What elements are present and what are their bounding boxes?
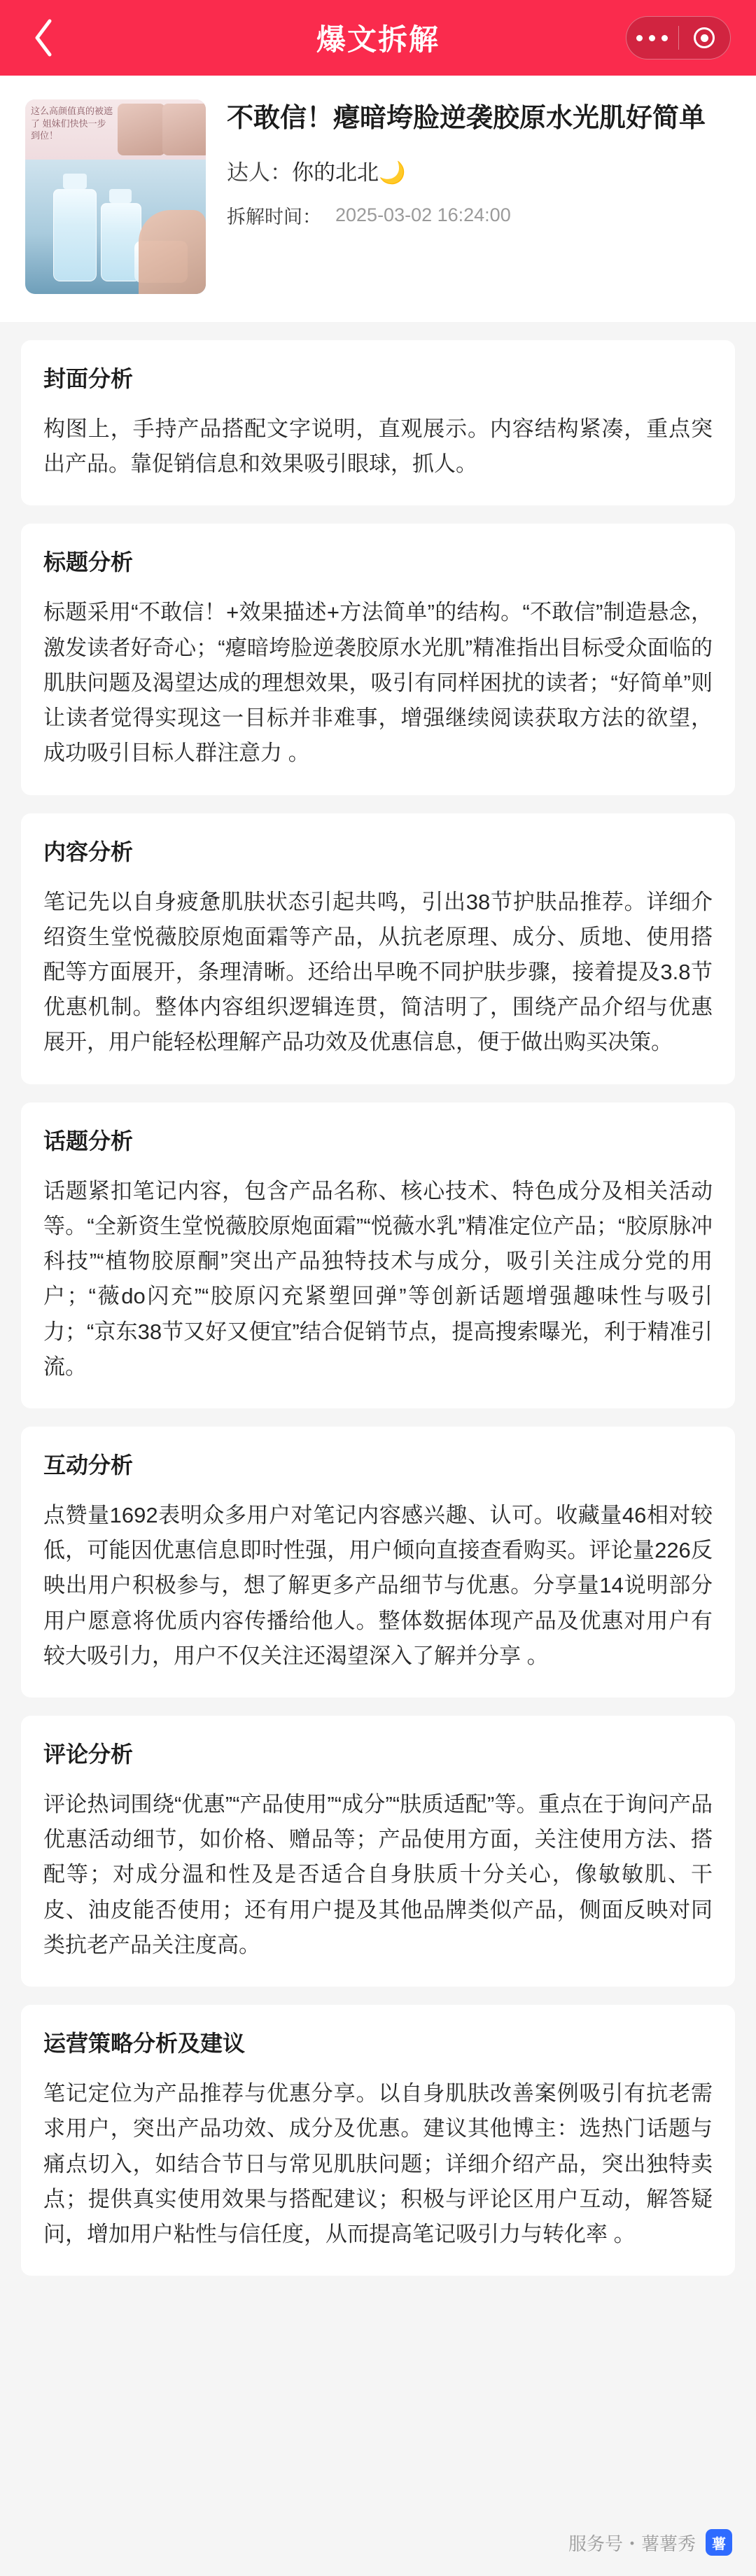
back-icon[interactable]	[25, 20, 62, 56]
section-body: 点赞量1692表明众多用户对笔记内容感兴趣、认可。收藏量46相对较低，可能因优惠信息即时性强，用户倾向直接查看购买。评论量226反映出用户积极参与，想了解更多产品细节与优惠。分享量14说明部分用户愿意将优质内容传播给他人。整体数据体现产品及优惠对用户有较大吸引力，用户不仅关注还渴望深入了解并分享 。	[43, 1502, 713, 1668]
section-body: 评论热词围绕“优惠”“产品使用”“成分”“肤质适配”等。重点在于询问产品优惠活动细节，如价格、赠品等；产品使用方面，关注使用方法、搭配等；对成分温和性及是否适合自身肤质十分关心，像敏敏肌、干皮、油皮能否使用；还有用户提及其他品牌类似产品，侧面反映对同类抗老产品关注度高。	[43, 1792, 713, 1957]
article-author-label: 达人：	[227, 160, 292, 185]
section-operation-strategy	[21, 2005, 735, 2276]
app-header	[0, 0, 756, 76]
article-time-row	[227, 202, 731, 229]
section-interaction-analysis	[21, 1427, 735, 1698]
header-capsule-group	[626, 16, 731, 59]
section-title: 封面分析	[43, 366, 134, 391]
section-content-analysis	[21, 813, 735, 1084]
article-summary-card	[0, 76, 756, 322]
thumb-face-right	[162, 104, 206, 155]
thumb-face-left	[118, 104, 165, 155]
article-summary-main	[227, 99, 731, 294]
mini-program-capsule[interactable]	[626, 16, 731, 59]
app-footer	[0, 2509, 756, 2576]
article-author-row	[227, 155, 731, 186]
section-topic-analysis	[21, 1102, 735, 1408]
footer-app-badge-icon: 薯	[706, 2529, 732, 2556]
section-title: 内容分析	[43, 839, 134, 864]
article-thumbnail[interactable]	[25, 99, 206, 294]
section-title: 运营策略分析及建议	[43, 2031, 246, 2057]
section-title: 互动分析	[43, 1452, 134, 1478]
target-circle-icon[interactable]	[679, 27, 731, 48]
article-time-label: 拆解时间：	[227, 206, 321, 227]
section-title-analysis	[21, 524, 735, 794]
section-title: 标题分析	[43, 550, 134, 575]
section-body: 话题紧扣笔记内容，包含产品名称、核心技术、特色成分及相关活动等。“全新资生堂悦薇胶原炮面霜”“悦薇水乳”精准定位产品；“胶原脉冲科技”“植物胶原酮”突出产品独特技术与成分，吸引关注成分党的用户；“薇do闪充”“胶原闪充紧塑回弹”等创新话题增强趣味性与吸引力；“京东38节又好又便宜”结合促销节点，提高搜索曝光，利于精准引流。	[43, 1178, 713, 1379]
section-comment-analysis	[21, 1716, 735, 1987]
thumb-bottle-left	[53, 189, 97, 281]
section-cover-analysis	[21, 340, 735, 505]
analysis-sections	[0, 322, 756, 2304]
more-dots-icon[interactable]	[626, 35, 678, 41]
article-title: 不敢信！瘪暗垮脸逆袭胶原水光肌好简单	[227, 104, 706, 133]
article-time-value: 2025-03-02 16:24:00	[335, 204, 511, 225]
thumb-bottle-cap-right	[109, 189, 132, 203]
section-body: 构图上，手持产品搭配文字说明，直观展示。内容结构紧凑，重点突出产品。靠促销信息和效果吸引眼球，抓人。	[43, 416, 713, 477]
section-body: 标题采用“不敢信！+效果描述+方法简单”的结构。“不敢信”制造悬念，激发读者好奇心；“瘪暗垮脸逆袭胶原水光肌”精准指出目标受众面临的肌肤问题及渴望达成的理想效果，吸引有同样困扰的读者；“好简单”则让读者觉得实现这一目标并非难事，增强继续阅读获取方法的欲望，成功吸引目标人群注意力 。	[43, 600, 713, 766]
section-body: 笔记先以自身疲惫肌肤状态引起共鸣，引出38节护肤品推荐。详细介绍资生堂悦薇胶原炮面霜等产品，从抗老原理、成分、质地、使用搭配等方面展开，条理清晰。还给出早晚不同护肤步骤，接着提及3.8节优惠机制。整体内容组织逻辑连贯，简洁明了，围绕产品介绍与优惠展开，用户能轻松理解产品功效及优惠信息，便于做出购买决策。	[43, 889, 713, 1055]
section-title: 评论分析	[43, 1742, 134, 1768]
thumb-overlay-text: 这么高颜值真的被遮了 姐妹们快快一步到位！	[31, 106, 113, 141]
article-author-value: 你的北北🌙	[292, 160, 406, 185]
thumb-bottle-cap-left	[63, 174, 87, 189]
page-title: 爆文拆解	[316, 23, 440, 56]
thumb-hand	[139, 210, 206, 294]
section-body: 笔记定位为产品推荐与优惠分享。以自身肌肤改善案例吸引有抗老需求用户，突出产品功效、成分及优惠。建议其他博主：选热门话题与痛点切入，如结合节日与常见肌肤问题；详细介绍产品，突出独特卖点；提供真实使用效果与搭配建议；积极与评论区用户互动，解答疑问，增加用户粘性与信任度，从而提高笔记吸引力与转化率 。	[43, 2081, 713, 2246]
section-title: 话题分析	[43, 1128, 134, 1154]
footer-service-text: 服务号・薯薯秀	[568, 2533, 696, 2554]
